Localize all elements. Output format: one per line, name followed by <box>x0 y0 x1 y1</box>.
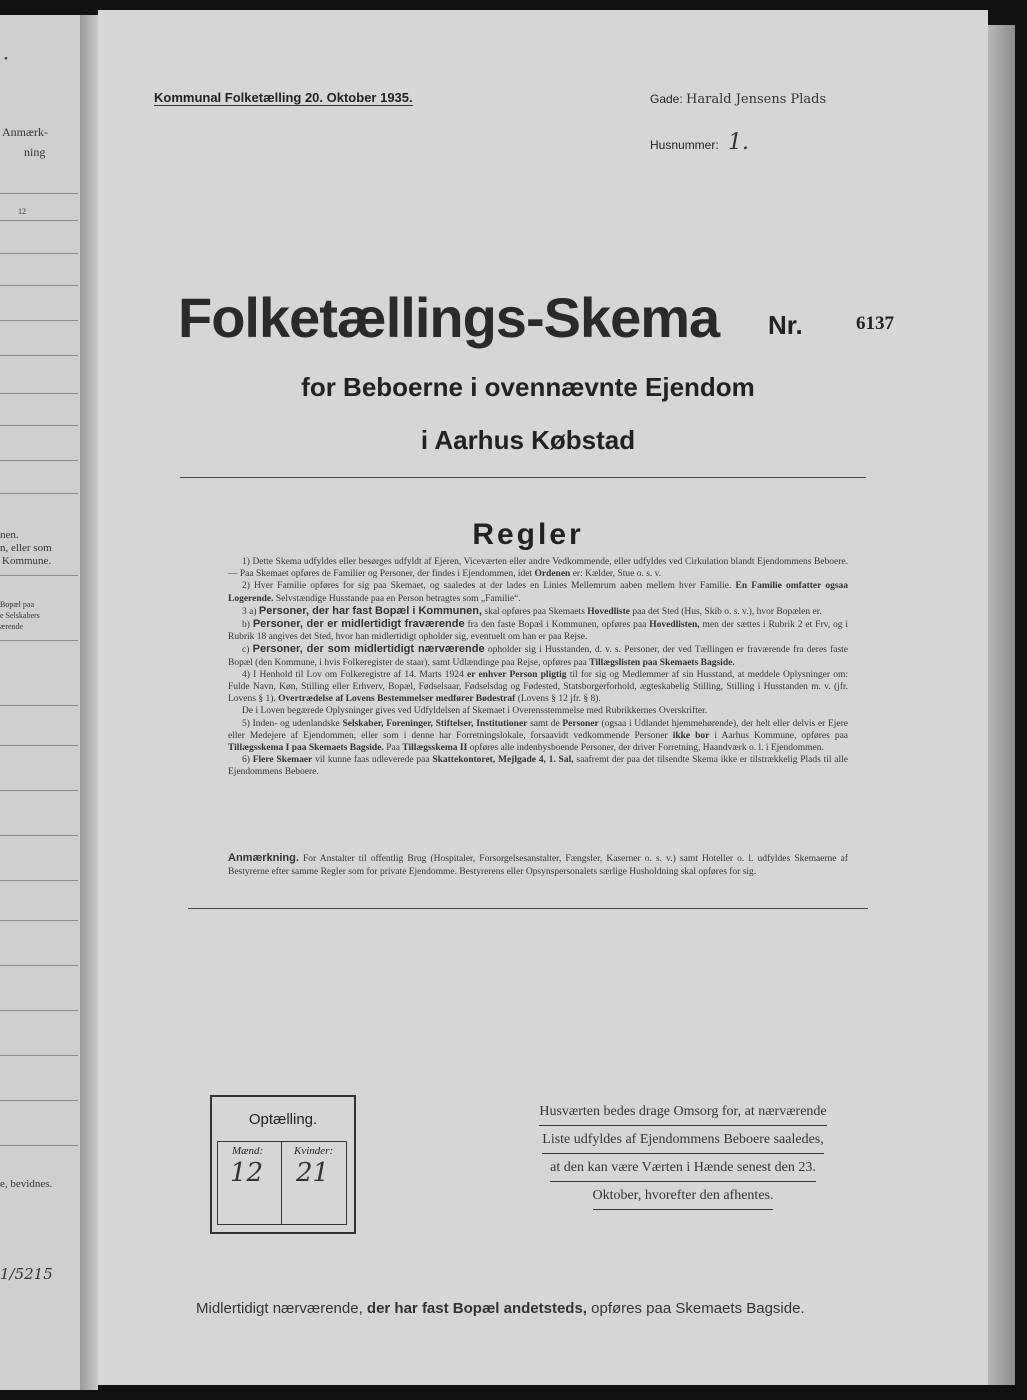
notice-line-2: Liste udfyldes af Ejendommens Beboere saaledes, <box>542 1126 823 1154</box>
street-line <box>650 92 826 107</box>
left-page-mark: • <box>4 53 8 65</box>
form-serial-number: 6137 <box>856 313 894 334</box>
form-title: Folketællings-Skema <box>178 286 720 349</box>
left-page-header-1: Anmærk- <box>2 125 48 139</box>
rule-1: 1) Dette Skema udfyldes eller besørges udfyldt af Ejeren, Viceværten eller andre Vedkommende, eller udfyldes ved Cirkulation blandt Ejendommens Beboere. — Paa Skemaet opføres de Familier og Personer, der findes i Ejendommen, idet Ordenen er: Kælder, Stue o. s. v. <box>228 557 848 580</box>
street-value: Harald Jensens Plads <box>686 92 827 107</box>
rule-5: 5) Inden- og udenlandske Selskaber, Foreninger, Stiftelser, Institutioner samt de Personer (ogsaa i Udlandet hjemmehørende), der helt eller delvis er Ejere eller Medejere af Ejendommen, eller som i denne har Forretningslokale, forsaavidt vedkommende Personer ikke bor i Aarhus Kommune, opføres paa Tillægsskema I paa Skemaets Bagside. Paa Tillægsskema II opføres alle indenbysboende Personer, der driver Forretning, Haandværk o. l. i Ejendommen. <box>228 718 849 754</box>
men-count: 12 <box>230 1158 264 1188</box>
census-form-page <box>98 10 988 1385</box>
divider-bottom <box>188 908 868 909</box>
rule-4-note: De i Loven begærede Oplysninger gives ved Udfyldelsen af Skemaet i Overensstemmelse med Rubrikkernes Overskrifter. <box>242 706 708 717</box>
left-page-fragment-1: nen. <box>0 529 19 541</box>
notice-line-1: Husværten bedes drage Omsorg for, at nærværende <box>539 1098 826 1126</box>
form-subtitle-1: for Beboerne i ovennævnte Ejendom <box>301 372 755 402</box>
rule-3b: b) Personer, der er midlertidigt fraværende fra den faste Bopæl i Kommunen, opføres paa Hovedlisten, men der sættes i Rubrik 2 et Frv, og i Rubrik 18 angives det Sted, hvor han midlertidigt opholder sig, eventuelt om han er paa Rejse. <box>228 618 849 643</box>
left-page-fragment-6: ærende <box>0 622 24 631</box>
rule-6: 6) Flere Skemaer vil kunne faas udleverede paa Skattekontoret, Mejlgade 4, 1. Sal, saafremt der paa det tilsendte Skema ikke er tilstrækkelig Plads til alle Ejendommens Beboere. <box>228 755 849 778</box>
left-page-fragment-4: Bopæl paa <box>0 600 34 609</box>
notice-line-4: Oktober, hvorefter den afhentes. <box>593 1182 774 1210</box>
notice-line-3: at den kan være Værten i Hænde senest den 23. <box>550 1154 816 1182</box>
men-label: Mænd: <box>232 1145 264 1157</box>
annotation-label: Anmærkning. <box>228 852 299 864</box>
left-page-handwritten-note: 1/5215 <box>0 1265 53 1283</box>
rule-3c: c) Personer, der som midlertidigt nærværende opholder sig i Husstanden, d. v. s. Personer, der ved Tællingen er fraværende fra deres faste Bopæl (den Kommune, i hvis Folkeregister de staar), samt Udlændinge paa Rejse, opføres paa Tillægslisten paa Skemaets Bagside. <box>228 643 849 668</box>
footer-note: Midlertidigt nærværende, der har fast Bopæl andetsteds, opføres paa Skemaets Bagside. <box>196 1300 805 1317</box>
annotation-text: For Anstalter til offentlig Brug (Hospitaler, Forsorgelsesanstalter, Fængsler, Kaserner o. s. v.) samt Hoteller o. l. udfyldes Skemaerne af Bestyrerne efter samme Regler som for private Ejendomme. Bestyrerens eller Opsynspersonalets særlige Husholdning skal opføres for sig. <box>228 854 849 877</box>
house-number-value: 1. <box>728 130 750 155</box>
left-page-fragment-3: Kommune. <box>2 555 52 567</box>
women-label: Kvinder: <box>294 1145 334 1157</box>
house-number-label: Husnummer: <box>650 138 719 152</box>
rules-heading: Regler <box>472 518 584 551</box>
rule-3a: 3 a) Personer, der har fast Bopæl i Kommunen, skal opføres paa Skemaets Hovedliste paa det Sted (Hus, Skib o. s. v.), hvor Bopælen er. <box>242 604 822 617</box>
house-number-line <box>650 130 749 155</box>
page-edge <box>985 25 1015 1385</box>
left-page-fragment-2: n, eller som <box>0 542 52 554</box>
landlord-notice <box>516 1098 850 1210</box>
women-count: 21 <box>296 1158 330 1188</box>
count-box-inner <box>217 1141 347 1225</box>
count-box <box>210 1095 356 1234</box>
left-page-fragment-7: e, bevidnes. <box>0 1178 53 1190</box>
count-box-title: Optælling. <box>248 1111 318 1128</box>
census-header: Kommunal Folketælling 20. Oktober 1935. <box>154 90 413 105</box>
rule-2: 2) Hver Familie opføres for sig paa Skemaet, og saaledes at der lades en Linies Mellemrum aaben mellem hver Familie. En Familie omfatter ogsaa Logerende. Selvstændige Husstande paa en Person betragtes som „Familie“. <box>228 581 849 604</box>
rules-text <box>228 556 848 779</box>
rule-4: 4) I Henhold til Lov om Folkeregistre af 14. Marts 1924 er enhver Person pligtig til for sig og Medlemmer af sin Husstand, at meddele Oplysninger om: Fulde Navn, Køn, Stilling eller Erhverv, Bopæl, Fødselsaar, Fødselsdag og Fødested, Statsborgerforhold, ægteskabelig Stilling, Stilling i Husstanden m. v. (jfr. Lovens § 1). Overtrædelse af Lovens Bestemmelser medfører Bødestraf (Lovens § 12 jfr. § 8). <box>228 669 849 705</box>
annotation-note <box>228 852 848 878</box>
left-page-fragment-5: e Selskabers <box>0 611 40 620</box>
street-label: Gade: <box>650 92 683 106</box>
book-gutter <box>80 15 98 1390</box>
left-page-fragment <box>0 15 82 1390</box>
form-number-label: Nr. <box>768 310 803 340</box>
left-page-header-2: ning <box>24 145 46 159</box>
form-subtitle-2: i Aarhus Købstad <box>420 425 636 455</box>
divider-top <box>180 477 866 478</box>
left-page-col-number: 12 <box>18 207 26 216</box>
